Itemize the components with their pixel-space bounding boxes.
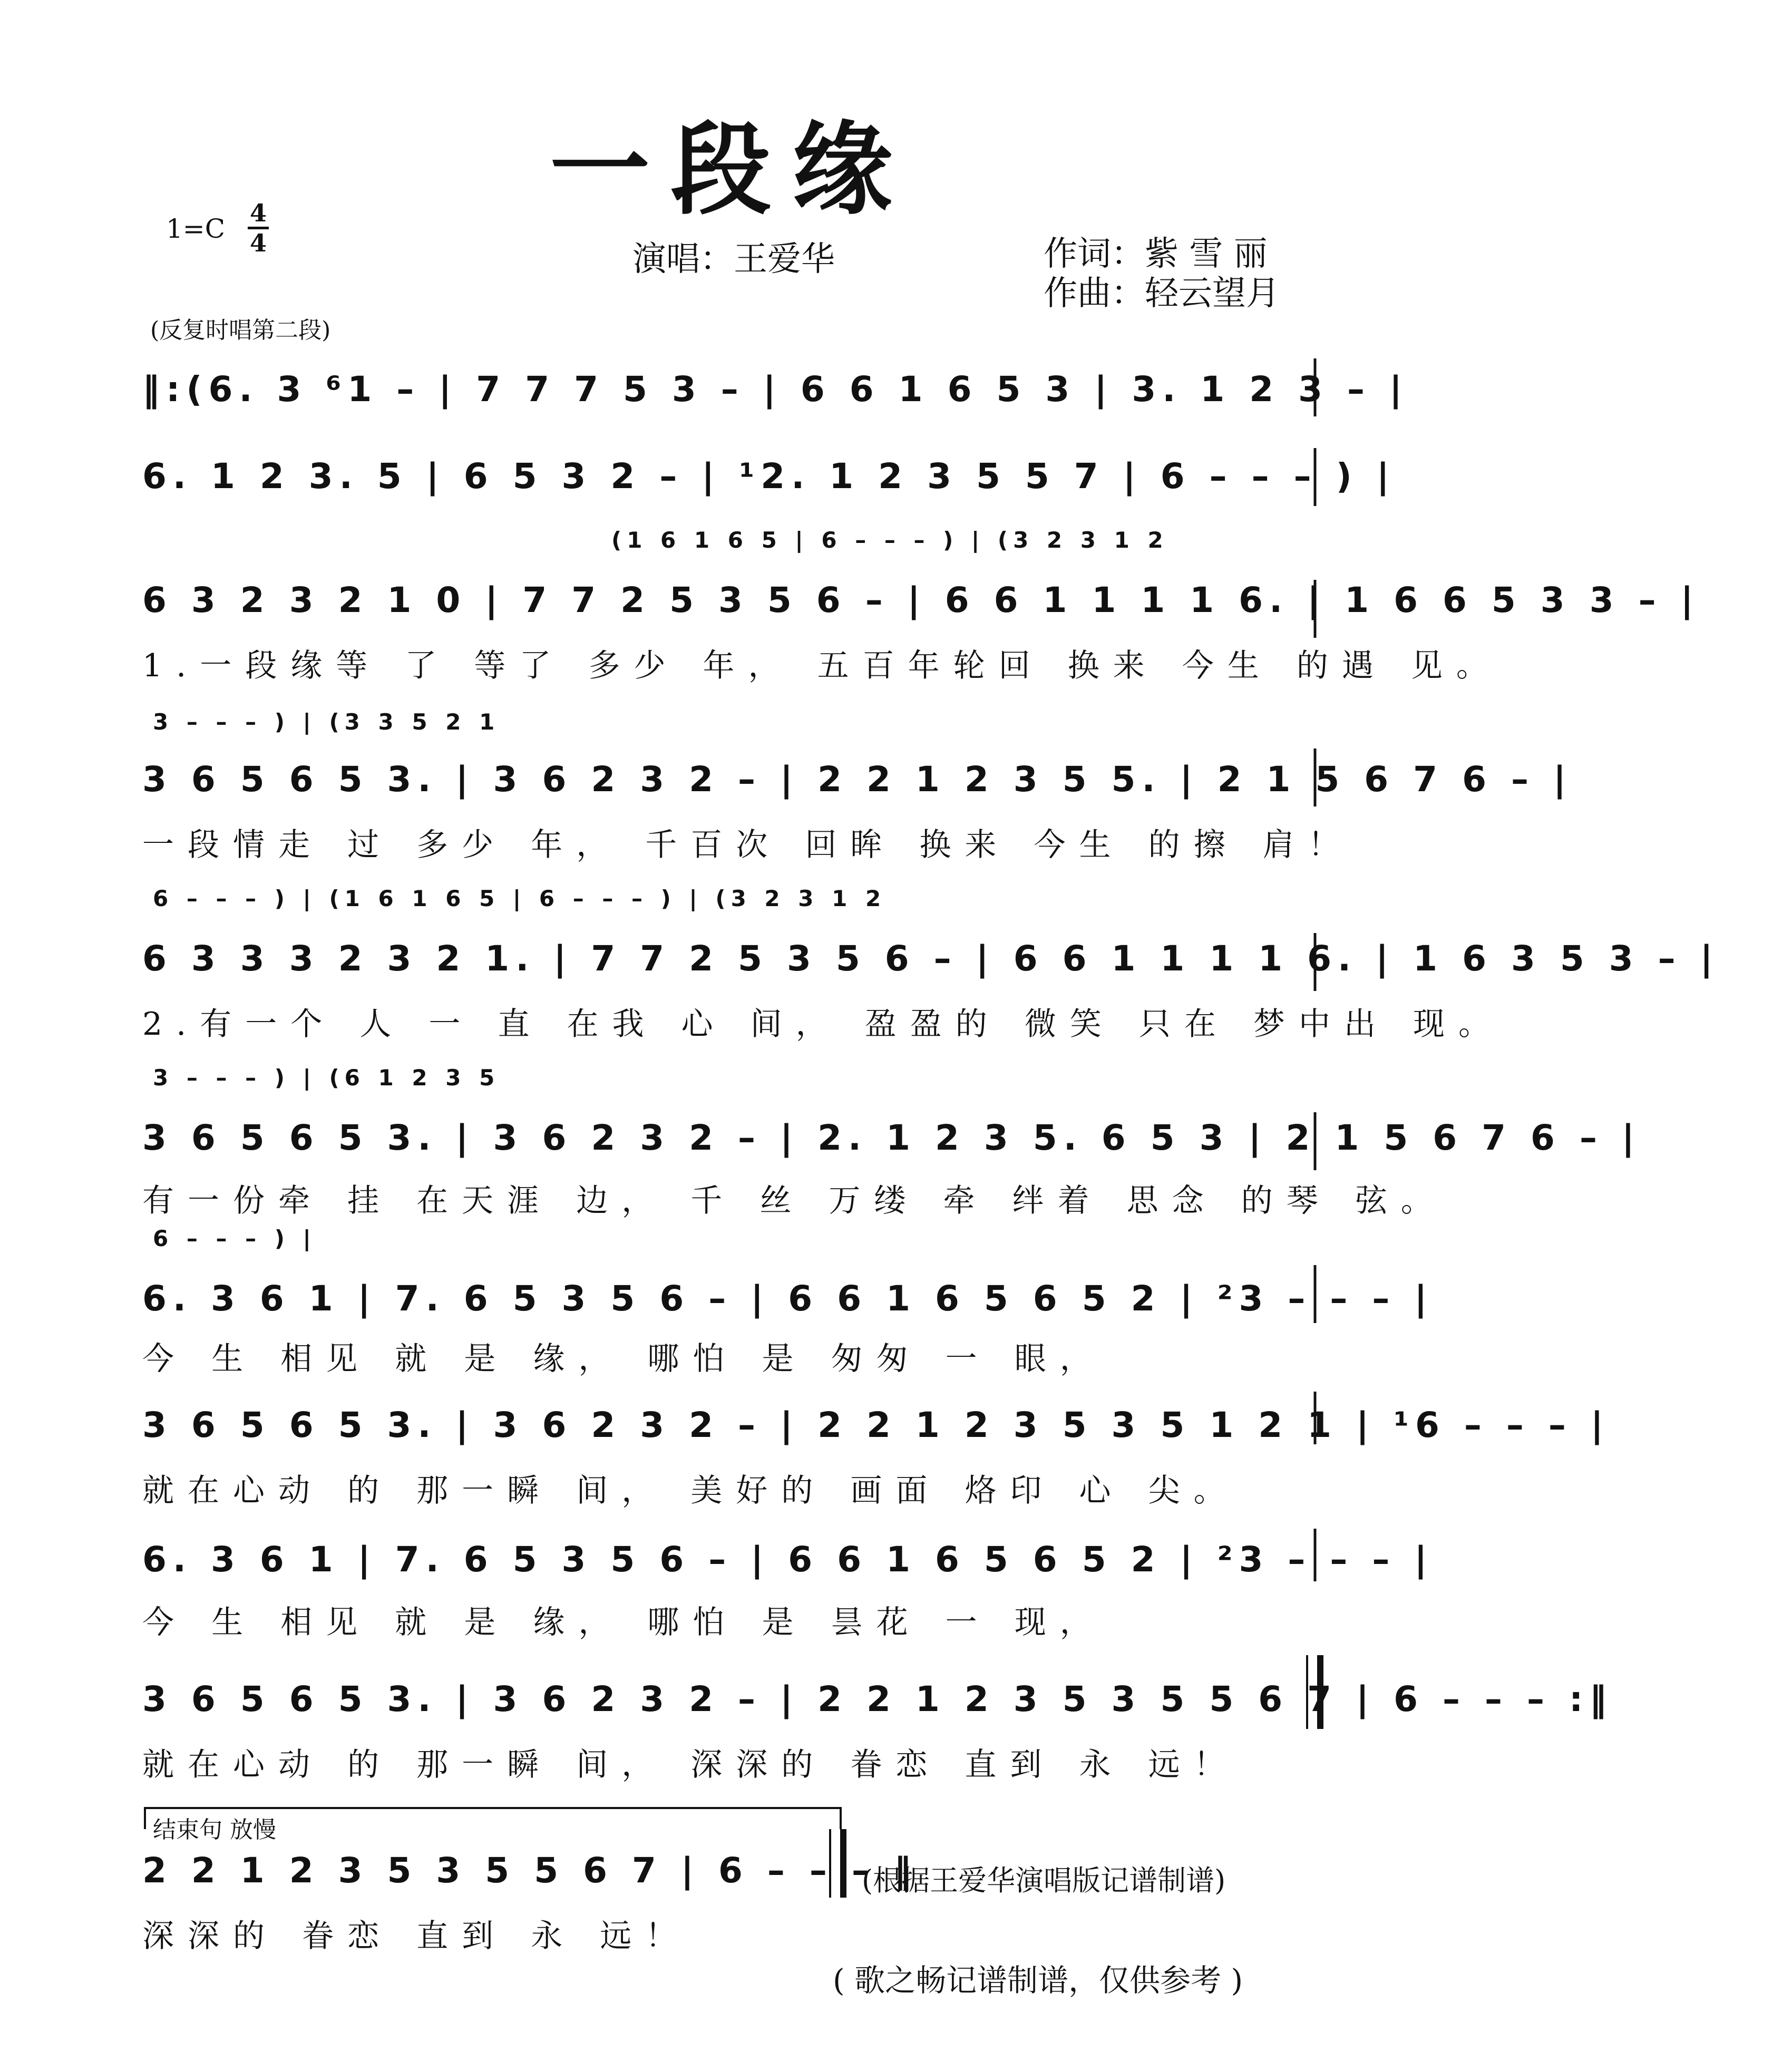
ending-lyrics: 深深的 眷恋 直到 永 远！ [142,1918,691,1955]
source-note: (根据王爱华演唱版记谱制谱) [862,1864,1226,1897]
score-line-5: 6 3 3 3 2 3 2 1. | 7 7 2 5 3 5 6 – | 6 6 1 1 1 1 6. | 1 6 3 5 3 – | [142,938,1719,979]
interlude-line-4: 3 – – – ) | (3 3 5 2 1 [153,709,500,735]
score-line-8: 3 6 5 6 5 3. | 3 6 2 3 2 – | 2 2 1 2 3 5 3 5 1 2 1 | ¹6 – – – | [142,1405,1610,1445]
score-line-9: 6. 3 6 1 | 7. 6 5 3 5 6 – | 6 6 1 6 5 6 5 2 | ²3 – – – | [142,1539,1434,1580]
time-bottom: 4 [249,229,267,257]
time-top: 4 [249,199,267,227]
lyric-line-6: 有一份牵 挂 在天涯 边， 千 丝 万缕 牵 绊着 思念 的琴 弦。 [142,1182,1446,1219]
score-line-7: 6. 3 6 1 | 7. 6 5 3 5 6 – | 6 6 1 6 5 6 5 2 | ²3 – – – | [142,1278,1434,1319]
interlude-line-5: 6 – – – ) | (1 6 1 6 5 | 6 – – – ) | (3 2 3 1 2 [153,886,887,911]
time-signature [248,200,269,256]
repeat-note: (反复时唱第二段) [150,317,331,344]
score-line-4: 3 6 5 6 5 3. | 3 6 2 3 2 – | 2 2 1 2 3 5 5. | 2 1 5 6 7 6 – | [142,759,1573,800]
interlude-line-6: 3 – – – ) | (6 1 2 3 5 [153,1065,500,1091]
lyric-line-3: 1.一段缘等 了 等了 多少 年， 五百年轮回 换来 今生 的遇 见。 [142,647,1502,684]
score-line-3: 6 3 2 3 2 1 0 | 7 7 2 5 3 5 6 – | 6 6 1 1 1 1 6. | 1 6 6 5 3 3 – | [142,580,1700,620]
lyric-line-8: 就在心动 的 那一瞬 间， 美好的 画面 烙印 心 尖。 [142,1472,1239,1509]
score-line-10: 3 6 5 6 5 3. | 3 6 2 3 2 – | 2 2 1 2 3 5 3 5 5 6 7 | 6 – – – :‖ [142,1679,1613,1719]
score-line-1: ‖:(6. 3 ⁶1 – | 7 7 7 5 3 – | 6 6 1 6 5 3 | 3. 1 2 3 – | [142,369,1409,410]
singer-credit: 演唱：王爱华 [632,240,835,279]
ending-label: 结束句 放慢 [153,1816,276,1843]
lyric-line-5: 2.有一个 人 一 直 在我 心 间， 盈盈的 微笑 只在 梦中出 现。 [142,1006,1504,1043]
composer-credit: 作曲：轻云望月 [1044,274,1280,313]
lyric-line-4: 一段情走 过 多少 年， 千百次 回眸 换来 今生 的擦 肩！ [142,827,1353,863]
lyricist-credit: 作词：紫 雪 丽 [1044,235,1268,274]
song-title: 一段缘 [549,111,913,228]
score-line-6: 3 6 5 6 5 3. | 3 6 2 3 2 – | 2. 1 2 3 5. 6 5 3 | 2 1 5 6 7 6 – | [142,1117,1641,1158]
lyric-line-9: 今 生 相见 就 是 缘， 哪怕 是 昙花 一 现， [142,1604,1105,1641]
interlude-line-3: (1 6 1 6 5 | 6 – – – ) | (3 2 3 1 2 [611,527,1168,553]
credit-note: ( 歌之畅记谱制谱，仅供参考 ) [833,1962,1243,1998]
key-signature: 1=C [166,213,225,244]
interlude-line-7: 6 – – – ) | [153,1226,316,1251]
lyric-line-7: 今 生 相见 就 是 缘， 哪怕 是 匆匆 一 眼， [142,1340,1105,1377]
lyric-line-10: 就在心动 的 那一瞬 间， 深深的 眷恋 直到 永 远！ [142,1746,1239,1783]
ending-score: 2 2 1 2 3 5 3 5 5 6 7 | 6 – – – ‖ [142,1850,918,1891]
score-line-2: 6. 1 2 3. 5 | 6 5 3 2 – | ¹2. 1 2 3 5 5 7 | 6 – – – ) | [142,456,1396,497]
